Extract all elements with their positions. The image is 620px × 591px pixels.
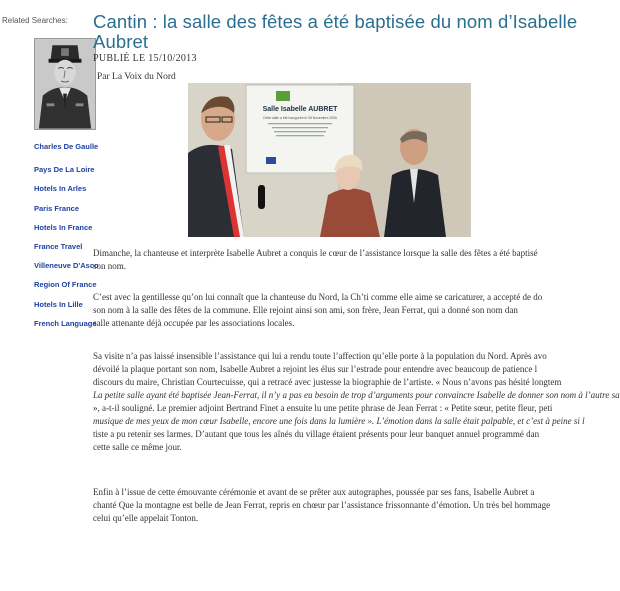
link-hotels-in-france[interactable]: Hotels In France: [34, 223, 93, 232]
paragraph-line: cette salle ce même jour.: [93, 442, 182, 452]
ceremony-photo: [188, 83, 471, 237]
related-searches-label: Related Searches:: [2, 16, 68, 25]
article-title-line2: Aubret: [93, 31, 149, 52]
link-france-travel[interactable]: France Travel: [34, 242, 83, 251]
paragraph-line-italic: La petite salle ayant été baptisée Jean-Ferrat, il n’y a pas eu besoin de trop d’arguments pour convaincre Isabelle de donner son nom à l’autre sa: [93, 390, 620, 400]
article-photo: [188, 83, 471, 237]
paragraph-line: Dimanche, la chanteuse et interprète Isabelle Aubret a conquis le cœur de l’assistance lorsque la salle des fêtes a été baptisé: [93, 248, 538, 258]
related-searches-sidebar: [0, 0, 100, 591]
paragraph-line: son nom à la salle des fêtes de la commune. Elle rejoint ainsi son ami, son frère, Jean Ferrat, qui a donné son nom dan: [93, 305, 518, 315]
paragraph-line: discours du maire, Christian Courtecuisse, qui a retracé avec justesse la biographie de l’artiste. « Nous n’avons pas hésité longtem: [93, 377, 562, 387]
paragraph-3: [93, 350, 620, 454]
paragraph-line: C’est avec la gentillesse qu’on lui connaît que la chanteuse du Nord, la Ch’ti comme elle aime se caricaturer, a accepté de do: [93, 292, 543, 302]
link-pays-de-la-loire[interactable]: Pays De La Loire: [34, 165, 95, 174]
paragraph-line: », a-t-il souligné. Le premier adjoint Bertrand Finet a ensuite lu une petite phrase de Jean Ferrat : « Petite sœur, petite fleur, peti: [93, 403, 553, 413]
paragraph-line: dévoilé la plaque portant son nom, Isabelle Aubret a rejoint les élus sur l’estrade pour entendre avec beaucoup de patience l: [93, 364, 538, 374]
plaque-title: Salle Isabelle AUBRET: [262, 106, 338, 113]
article-source: Par La Voix du Nord: [97, 72, 176, 82]
paragraph-line: Sa visite n’a pas laissé insensible l’assistance qui lui a rendu toute l’affection qu’elle porte à la population du Nord. Après avo: [93, 351, 547, 361]
plaque-text: Cette salle a été inaugurée le 05 Novembre 2006: [263, 116, 337, 120]
link-hotels-in-lille[interactable]: Hotels In Lille: [34, 300, 83, 309]
paragraph-2: [93, 291, 553, 330]
paragraph-4: [93, 486, 553, 525]
paragraph-line: Enfin à l’issue de cette émouvante cérémonie et avant de se prêter aux autographes, poussée par ses fans, Isabelle Aubret a: [93, 487, 535, 497]
portrait-image: [35, 39, 95, 129]
published-date: PUBLIÉ LE 15/10/2013: [93, 53, 197, 64]
paragraph-line: tiste a pu retenir ses larmes. D’autant que tous les aînés du village étaient présents pour leur banquet annuel programmé dan: [93, 429, 540, 439]
link-charles-de-gaulle[interactable]: Charles De Gaulle: [34, 142, 99, 151]
link-paris-france[interactable]: Paris France: [34, 204, 80, 213]
paragraph-line-italic: musique de mes yeux de mon cœur Isabelle, encore une fois dans la lumière ». L’émotion dans la salle était palpable, et c’est à peine si l: [93, 416, 585, 426]
link-french-language[interactable]: French Language: [34, 319, 97, 328]
article-title: [93, 12, 593, 52]
link-hotels-in-arles[interactable]: Hotels In Arles: [34, 184, 87, 193]
link-villeneuve-dasco[interactable]: Villeneuve D'Asco: [34, 261, 99, 270]
paragraph-1: [93, 247, 553, 273]
charles-de-gaulle-portrait[interactable]: [34, 38, 96, 130]
article-title-line1: Cantin : la salle des fêtes a été baptisée du nom d’Isabelle: [93, 11, 578, 32]
paragraph-line: son nom.: [93, 261, 127, 271]
paragraph-line: salle attenante déjà occupée par les associations locales.: [93, 318, 295, 328]
link-region-of-france[interactable]: Region Of France: [34, 280, 97, 289]
paragraph-line: chanté Que la montagne est belle de Jean Ferrat, repris en chœur par l’assistance frissonnante d’émotion. Un très bel hommage: [93, 500, 551, 510]
paragraph-line: celui qu’elle appelait Tonton.: [93, 513, 199, 523]
